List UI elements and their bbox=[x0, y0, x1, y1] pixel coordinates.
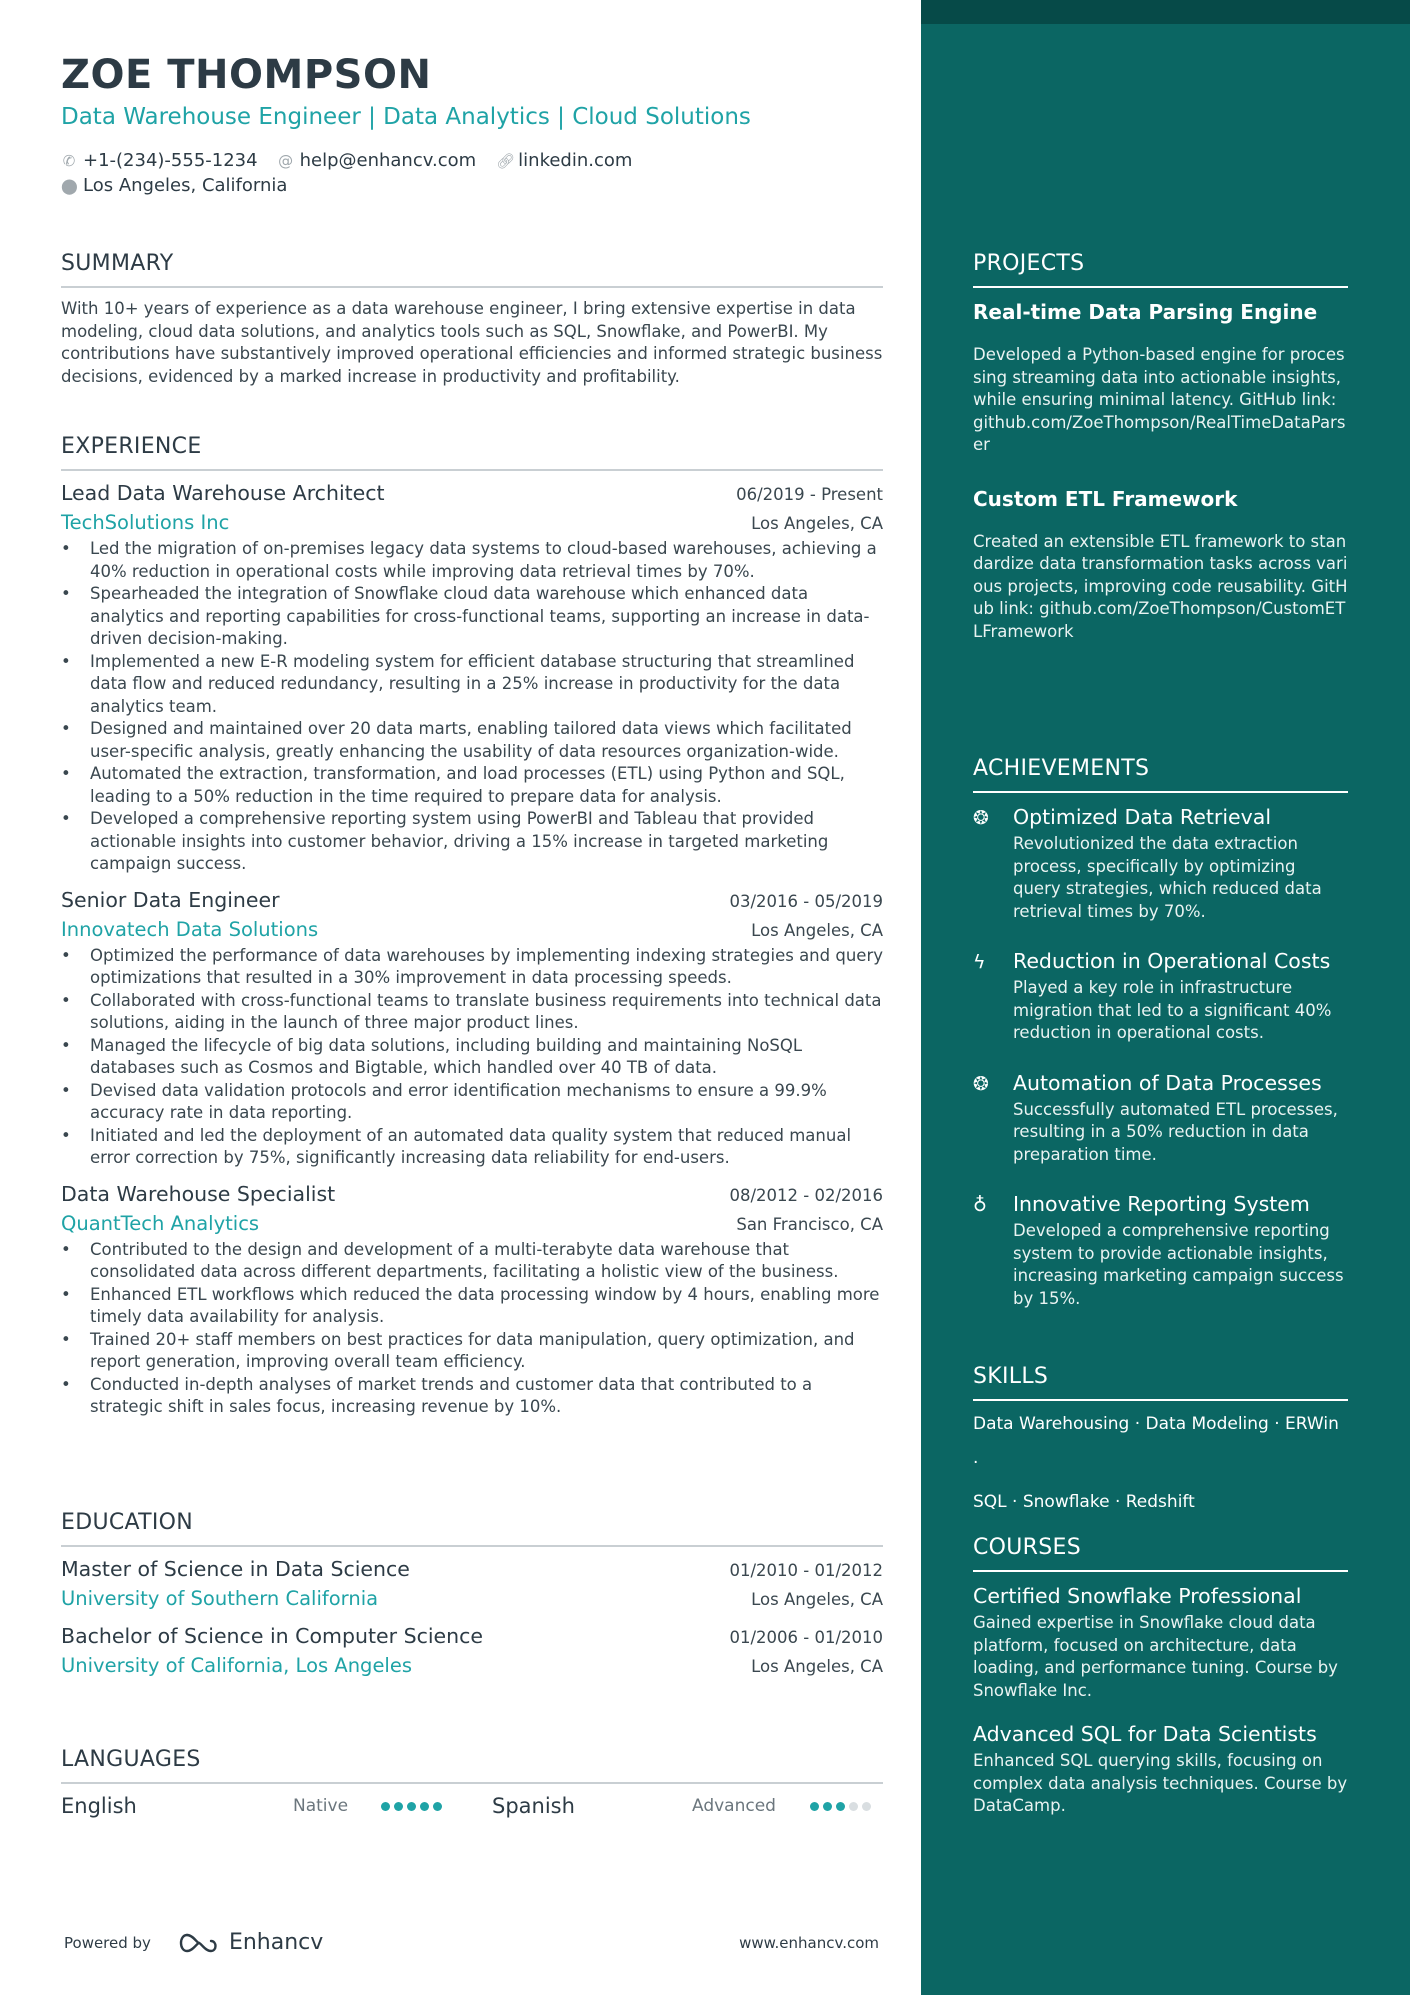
language-level: Advanced bbox=[692, 1796, 776, 1816]
skills-title: SKILLS bbox=[973, 1364, 1348, 1401]
candidate-name: ZOE THOMPSON bbox=[61, 52, 432, 98]
project-list bbox=[973, 300, 1348, 643]
job-header bbox=[61, 888, 883, 912]
education-location: Los Angeles, CA bbox=[751, 1590, 883, 1609]
education-entry bbox=[61, 1624, 883, 1677]
school: University of California, Los Angeles bbox=[61, 1654, 413, 1677]
language-level: Native bbox=[293, 1796, 349, 1816]
skills-section bbox=[973, 1364, 1348, 1522]
achievement-title: Optimized Data Retrieval bbox=[1013, 805, 1272, 829]
achievement-item bbox=[973, 805, 1348, 923]
contact-info bbox=[61, 148, 881, 198]
bullet-item: • Initiated and led the deployment of an automated data quality system that reduced manual error correction by 75%, significantly increasing data reliability for end-users. bbox=[61, 1125, 883, 1170]
job-location: Los Angeles, CA bbox=[751, 920, 883, 940]
achievement-description: Played a key role in infrastructure migration that led to a significant 40% reduction in operational costs. bbox=[1013, 978, 1332, 1042]
bullet-item: • Contributed to the design and development of a multi-terabyte data warehouse that consolidated data across different departments, facilitating a holistic view of the business. bbox=[61, 1239, 883, 1284]
achievement-description: Revolutionized the data extraction process, specifically by optimizing query strategies, which reduced data retrieval times by 70%. bbox=[1013, 834, 1322, 921]
bullet-item: • Designed and maintained over 20 data marts, enabling tailored data views which facilitated user-specific analysis, greatly enhancing the usability of data resources organization-wide. bbox=[61, 718, 883, 763]
achievement-title: Automation of Data Processes bbox=[1013, 1070, 1322, 1095]
job-subheader bbox=[61, 918, 883, 941]
courses-section bbox=[973, 1535, 1348, 1818]
phone-icon: ✆ bbox=[62, 151, 76, 170]
bullet-item: • Collaborated with cross-functional teams to translate business requirements into technical data solutions, aiding in the launch of three major product lines. bbox=[61, 990, 883, 1035]
proficiency-dot bbox=[433, 1802, 442, 1811]
bullet-item: • Automated the extraction, transformation, and load processes (ETL) using Python and SQL, leading to a 50% reduction in the time required to prepare data for analysis. bbox=[61, 763, 883, 808]
job-bullets bbox=[61, 538, 883, 876]
contact-email[interactable] bbox=[278, 150, 477, 171]
achievement-description: Developed a comprehensive reporting system to provide actionable insights, increasing marketing campaign success by 15%. bbox=[1013, 1221, 1344, 1308]
job-company: QuantTech Analytics bbox=[61, 1211, 260, 1235]
job-title: Data Warehouse Specialist bbox=[61, 1181, 336, 1206]
linkedin-text[interactable]: linkedin.com bbox=[518, 150, 633, 171]
enhancv-brand: Enhancv bbox=[228, 1930, 324, 1955]
link-icon: 🔗︎ bbox=[496, 151, 516, 170]
education-date: 01/2006 - 01/2010 bbox=[729, 1628, 883, 1647]
proficiency-dot bbox=[381, 1802, 390, 1811]
school: University of Southern California bbox=[61, 1587, 379, 1610]
job-date: 08/2012 - 02/2016 bbox=[729, 1185, 883, 1205]
footer-url[interactable]: www.enhancv.com bbox=[739, 1933, 879, 1952]
degree: Bachelor of Science in Computer Science bbox=[61, 1624, 484, 1648]
job-title: Lead Data Warehouse Architect bbox=[61, 481, 385, 505]
language-list bbox=[61, 1794, 883, 1818]
bullet-item: • Devised data validation protocols and error identification mechanisms to ensure a 99.9% accuracy rate in data reporting. bbox=[61, 1080, 883, 1125]
course-title: Certified Snowflake Professional bbox=[973, 1584, 1302, 1608]
bullet-item: • Managed the lifecycle of big data solutions, including building and maintaining NoSQL databases such as Cosmos and Bigtable, which handled over 40 TB of data. bbox=[61, 1035, 883, 1080]
language-name: Spanish bbox=[492, 1794, 575, 1818]
proficiency-dot bbox=[849, 1802, 858, 1811]
achievement-item bbox=[973, 1192, 1348, 1310]
projects-title: PROJECTS bbox=[973, 251, 1348, 288]
email-text[interactable]: help@enhancv.com bbox=[299, 150, 477, 171]
job-bullets bbox=[61, 945, 883, 1170]
brain-icon: ❂ bbox=[973, 807, 989, 829]
enhancv-logo[interactable] bbox=[175, 1930, 323, 1955]
achievements-title: ACHIEVEMENTS bbox=[973, 756, 1348, 793]
bullet-item: • Developed a comprehensive reporting system using PowerBI and Tableau that provided actionable insights into customer behavior, driving a 15% increase in targeted marketing campaign success. bbox=[61, 808, 883, 876]
degree: Master of Science in Data Science bbox=[61, 1557, 410, 1581]
contact-location bbox=[61, 175, 287, 196]
achievement-description: Successfully automated ETL processes, resulting in a 50% reduction in data preparation time. bbox=[1013, 1099, 1338, 1164]
achievement-body bbox=[1013, 805, 1348, 923]
achievement-title: Reduction in Operational Costs bbox=[1013, 949, 1331, 973]
education-date: 01/2010 - 01/2012 bbox=[729, 1561, 883, 1580]
education-title: EDUCATION bbox=[61, 1510, 883, 1547]
job-list bbox=[61, 481, 883, 1419]
summary-title: SUMMARY bbox=[61, 251, 883, 288]
education-header bbox=[61, 1624, 883, 1648]
contact-linkedin[interactable] bbox=[496, 150, 632, 171]
projects-section bbox=[973, 251, 1348, 643]
experience-title: EXPERIENCE bbox=[61, 434, 883, 471]
project-description: Developed a Python-based engine for processing streaming data into actionable insights, while ensuring minimal latency. GitHub link: github.com/ZoeThompson/RealTimeDataParser bbox=[973, 345, 1346, 454]
job-header bbox=[61, 481, 883, 505]
course-title: Advanced SQL for Data Scientists bbox=[973, 1722, 1317, 1746]
education-list bbox=[61, 1557, 883, 1677]
bullet-item: • Enhanced ETL workflows which reduced the data processing window by 4 hours, enabling more timely data availability for analysis. bbox=[61, 1284, 883, 1329]
job-subheader bbox=[61, 511, 883, 534]
sidebar-top-bar bbox=[921, 0, 1410, 24]
enhancv-logo-icon bbox=[175, 1931, 221, 1955]
job-entry bbox=[61, 1182, 883, 1419]
contact-phone bbox=[61, 150, 258, 171]
headline: Data Warehouse Engineer | Data Analytics | Cloud Solutions bbox=[61, 104, 751, 130]
achievements-section bbox=[973, 756, 1348, 1310]
bullet-item: • Optimized the performance of data warehouses by implementing indexing strategies and query optimizations that resulted in a 30% improvement in data processing speeds. bbox=[61, 945, 883, 990]
achievement-item bbox=[973, 949, 1348, 1045]
experience-section bbox=[61, 434, 883, 1419]
skills-line: Data Warehousing · Data Modeling · ERWin · bbox=[973, 1414, 1339, 1473]
powered-by-text: Powered by bbox=[64, 1933, 151, 1952]
achievement-list bbox=[973, 805, 1348, 1310]
location-text: Los Angeles, California bbox=[83, 175, 288, 196]
brain-icon: ❂ bbox=[973, 1072, 989, 1095]
languages-title: LANGUAGES bbox=[61, 1747, 883, 1784]
bullet-item: • Implemented a new E-R modeling system for efficient database structuring that streamlined data flow and reduced redundancy, resulting in a 25% increase in productivity for the data analytics team. bbox=[61, 651, 883, 719]
skills-list bbox=[973, 1405, 1348, 1522]
bullet-item: • Conducted in-depth analyses of market trends and customer data that contributed to a strategic shift in sales focus, increasing revenue by 10%. bbox=[61, 1374, 883, 1419]
education-subheader bbox=[61, 1587, 883, 1610]
job-date: 03/2016 - 05/2019 bbox=[729, 891, 883, 911]
proficiency-dot bbox=[862, 1802, 871, 1811]
education-subheader bbox=[61, 1654, 883, 1677]
job-date: 06/2019 - Present bbox=[736, 485, 883, 504]
achievement-item bbox=[973, 1071, 1348, 1167]
course-description: Enhanced SQL querying skills, focusing on complex data analysis techniques. Course by DataCamp. bbox=[973, 1751, 1348, 1815]
proficiency-dot bbox=[420, 1802, 429, 1811]
project-title: Real-time Data Parsing Engine bbox=[973, 300, 1318, 324]
job-entry bbox=[61, 888, 883, 1170]
course-list bbox=[973, 1584, 1348, 1818]
achievement-body bbox=[1013, 949, 1348, 1045]
job-entry bbox=[61, 481, 883, 876]
project-description: Created an extensible ETL framework to standardize data transformation tasks across various projects, improving code reusability. GitHub link: github.com/ZoeThompson/CustomETLFramework bbox=[973, 531, 1348, 641]
proficiency-dot bbox=[407, 1802, 416, 1811]
lightbulb-icon: ♁ bbox=[973, 1194, 987, 1216]
job-location: San Francisco, CA bbox=[736, 1214, 883, 1234]
course-description: Gained expertise in Snowflake cloud data platform, focused on architecture, data loading, and performance tuning. Course by Snowflake Inc. bbox=[973, 1613, 1338, 1700]
achievement-body bbox=[1013, 1071, 1348, 1167]
job-bullets bbox=[61, 1239, 883, 1419]
job-company: Innovatech Data Solutions bbox=[61, 917, 319, 941]
education-section bbox=[61, 1510, 883, 1677]
education-entry bbox=[61, 1557, 883, 1610]
proficiency-dot bbox=[810, 1802, 819, 1811]
job-title: Senior Data Engineer bbox=[61, 887, 280, 912]
proficiency-dot bbox=[823, 1802, 832, 1811]
job-location: Los Angeles, CA bbox=[751, 514, 883, 533]
summary-text: With 10+ years of experience as a data warehouse engineer, I bring extensive expertise in data modeling, cloud data solutions, and analytics tools such as SQL, Snowflake, and PowerBI. My contributions have substantively improved operational efficiencies and informed strategic business decisions, evidenced by a marked increase in productivity and profitability. bbox=[61, 299, 883, 386]
summary-section bbox=[61, 251, 883, 388]
language-proficiency-dots bbox=[810, 1802, 882, 1811]
footer bbox=[64, 1930, 879, 1955]
at-icon: @ bbox=[278, 151, 294, 170]
language-proficiency-dots bbox=[381, 1802, 492, 1811]
bolt-icon: ϟ bbox=[973, 951, 986, 973]
skills-line: SQL · Snowflake · Redshift bbox=[973, 1492, 1195, 1512]
phone-text: +1-(234)-555-1234 bbox=[83, 150, 258, 171]
bullet-item: • Led the migration of on-premises legacy data systems to cloud-based warehouses, achieving a 40% reduction in operational costs while improving data retrieval times by 70%. bbox=[61, 538, 883, 583]
proficiency-dot bbox=[836, 1802, 845, 1811]
proficiency-dot bbox=[394, 1802, 403, 1811]
achievement-title: Innovative Reporting System bbox=[1013, 1192, 1310, 1216]
education-location: Los Angeles, CA bbox=[751, 1657, 883, 1676]
courses-title: COURSES bbox=[973, 1535, 1348, 1572]
job-subheader bbox=[61, 1212, 883, 1235]
project-title: Custom ETL Framework bbox=[973, 486, 1238, 511]
job-header bbox=[61, 1182, 883, 1206]
bullet-item: • Spearheaded the integration of Snowflake cloud data warehouse which enhanced data analytics and reporting capabilities for cross-functional teams, supporting an increase in data-driven decision-making. bbox=[61, 583, 883, 651]
bullet-item: • Trained 20+ staff members on best practices for data manipulation, query optimization, and report generation, improving overall team efficiency. bbox=[61, 1329, 883, 1374]
location-pin-icon: ⬤ bbox=[61, 176, 78, 195]
achievement-body bbox=[1013, 1192, 1348, 1310]
job-company: TechSolutions Inc bbox=[61, 511, 230, 534]
education-header bbox=[61, 1557, 883, 1581]
languages-section bbox=[61, 1747, 883, 1818]
language-name: English bbox=[61, 1794, 137, 1818]
